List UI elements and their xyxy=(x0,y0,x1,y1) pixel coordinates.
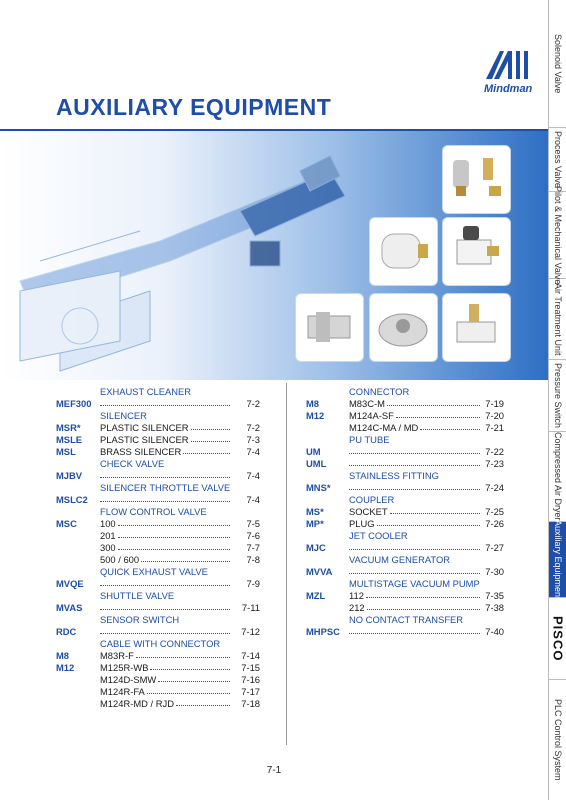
dot-leader xyxy=(191,441,230,442)
category-heading xyxy=(56,482,286,494)
entry-label: M124R-MD / RJD xyxy=(100,698,174,709)
model-code: MSC xyxy=(56,518,77,529)
index-entry xyxy=(56,662,286,674)
page-ref[interactable]: 7-23 xyxy=(485,458,504,469)
entry-label: 300 xyxy=(100,542,116,553)
dot-leader xyxy=(349,453,480,454)
page-ref[interactable]: 7-8 xyxy=(246,554,260,565)
index-entry xyxy=(306,518,546,530)
model-code: MSL xyxy=(56,446,76,457)
index-entry xyxy=(56,578,286,590)
model-code: MP* xyxy=(306,518,324,529)
page-ref[interactable]: 7-14 xyxy=(241,650,260,661)
dot-leader xyxy=(349,573,480,574)
page-ref[interactable]: 7-4 xyxy=(246,494,260,505)
page-ref[interactable]: 7-2 xyxy=(246,422,260,433)
tab-pilot-mechanical-valve[interactable]: Pilot & Mechanical Valve xyxy=(549,192,566,279)
category-heading xyxy=(56,410,286,422)
entry-label: 112 xyxy=(349,590,364,601)
page-ref[interactable]: 7-30 xyxy=(485,566,504,577)
dot-leader xyxy=(390,513,480,514)
tab-solenoid-valve[interactable]: Solenoid Valve xyxy=(549,0,566,128)
index-entry xyxy=(56,398,286,410)
product-thumb-jet-cooler xyxy=(370,294,437,361)
tab-pressure-switch[interactable]: Pressure Switch xyxy=(549,360,566,432)
entry-label: SOCKET xyxy=(349,506,388,517)
model-code: M8 xyxy=(306,398,320,409)
page-ref[interactable]: 7-22 xyxy=(485,446,504,457)
entry-label: 201 xyxy=(100,530,116,541)
dot-leader xyxy=(118,525,230,526)
dot-leader xyxy=(118,537,230,538)
dot-leader xyxy=(387,405,480,406)
page-ref[interactable]: 7-12 xyxy=(241,626,260,637)
page-ref[interactable]: 7-35 xyxy=(485,590,504,601)
dot-leader xyxy=(100,633,230,634)
model-code: M8 xyxy=(56,650,70,661)
category-heading xyxy=(56,506,286,518)
model-code: M12 xyxy=(56,662,75,673)
dot-leader xyxy=(366,597,480,598)
brand-name: Mindman xyxy=(484,83,533,95)
category-label: QUICK EXHAUST VALVE xyxy=(100,566,208,577)
dot-leader xyxy=(158,681,230,682)
model-code: MS* xyxy=(306,506,324,517)
model-code: MJC xyxy=(306,542,326,553)
tab-plc-control-system[interactable]: PLC Control System xyxy=(553,699,563,781)
section-tabs xyxy=(548,0,566,800)
equipment-list-left xyxy=(56,386,286,710)
category-label: CHECK VALVE xyxy=(100,458,165,469)
product-thumb-flow-valve xyxy=(443,218,510,285)
category-heading xyxy=(306,494,546,506)
category-heading xyxy=(306,470,546,482)
mindman-logo xyxy=(478,45,542,95)
index-entry xyxy=(56,470,286,482)
index-entry xyxy=(306,398,546,410)
product-thumb-silencers xyxy=(443,146,510,213)
index-entry xyxy=(306,626,546,638)
index-entry xyxy=(306,446,546,458)
category-label: COUPLER xyxy=(349,494,395,505)
page-ref[interactable]: 7-4 xyxy=(246,446,260,457)
category-label: SHUTTLE VALVE xyxy=(100,590,175,601)
model-code: MVQE xyxy=(56,578,84,589)
page-ref[interactable]: 7-25 xyxy=(485,506,504,517)
page-ref[interactable]: 7-16 xyxy=(241,674,260,685)
page-ref[interactable]: 7-4 xyxy=(246,470,260,481)
column-divider xyxy=(286,383,287,745)
dot-leader xyxy=(349,465,480,466)
page-title: AUXILIARY EQUIPMENT xyxy=(56,94,332,120)
model-code: MSR* xyxy=(56,422,81,433)
dot-leader xyxy=(150,669,230,670)
category-heading xyxy=(306,578,546,590)
index-entry xyxy=(56,494,286,506)
dot-leader xyxy=(141,561,230,562)
dot-leader xyxy=(118,549,230,550)
category-label: EXHAUST CLEANER xyxy=(100,386,191,397)
index-entry xyxy=(56,650,286,662)
index-entry xyxy=(56,554,286,566)
dot-leader xyxy=(183,453,230,454)
index-entry xyxy=(306,410,546,422)
page-ref[interactable]: 7-9 xyxy=(246,578,260,589)
tab-pisco[interactable]: PISCO xyxy=(549,598,566,680)
dot-leader xyxy=(100,609,230,610)
index-entry xyxy=(56,446,286,458)
category-label: MULTISTAGE VACUUM PUMP xyxy=(349,578,480,589)
index-entry xyxy=(56,602,286,614)
model-code: M12 xyxy=(306,410,325,421)
index-entry xyxy=(306,482,546,494)
dot-leader xyxy=(349,633,480,634)
entry-label: M124R-FA xyxy=(100,686,145,697)
model-code: UM xyxy=(306,446,321,457)
entry-label: PLUG xyxy=(349,518,375,529)
page-ref[interactable]: 7-18 xyxy=(241,698,260,709)
index-entry xyxy=(56,518,286,530)
page-ref[interactable]: 7-38 xyxy=(485,602,504,613)
entry-label: M125R-WB xyxy=(100,662,149,673)
index-entry xyxy=(56,698,286,710)
dot-leader xyxy=(100,585,230,586)
dot-leader xyxy=(377,525,480,526)
dot-leader xyxy=(367,609,480,610)
index-entry xyxy=(306,458,546,470)
model-code: MVVA xyxy=(306,566,333,577)
category-label: FLOW CONTROL VALVE xyxy=(100,506,207,517)
dot-leader xyxy=(349,489,480,490)
category-heading xyxy=(56,614,286,626)
dot-leader xyxy=(349,549,480,550)
category-heading xyxy=(306,386,546,398)
category-label: PU TUBE xyxy=(349,434,390,445)
index-entry xyxy=(56,422,286,434)
index-entry xyxy=(56,674,286,686)
dot-leader xyxy=(100,501,230,502)
index-entry xyxy=(56,434,286,446)
entry-label: PLASTIC SILENCER xyxy=(100,422,189,433)
product-thumb-plastic-silencer xyxy=(370,218,437,285)
page-ref[interactable]: 7-20 xyxy=(485,410,504,421)
category-label: VACUUM GENERATOR xyxy=(349,554,451,565)
dot-leader xyxy=(100,405,230,406)
page-ref[interactable]: 7-40 xyxy=(485,626,504,637)
equipment-list-right xyxy=(306,386,546,638)
entry-label: M124C-MA / MD xyxy=(349,422,419,433)
tab-compressed-air-dryer[interactable]: Compressed Air Dryer xyxy=(549,432,566,522)
index-entry xyxy=(306,506,546,518)
product-thumb-throttle-valve xyxy=(443,294,510,361)
entry-label: M83C-M xyxy=(349,398,385,409)
model-code: MSLC2 xyxy=(56,494,88,505)
index-entry xyxy=(306,542,546,554)
page-ref[interactable]: 7-11 xyxy=(241,602,260,613)
model-code: RDC xyxy=(56,626,77,637)
category-heading xyxy=(306,434,546,446)
category-label: CONNECTOR xyxy=(349,386,410,397)
model-code: MSLE xyxy=(56,434,83,445)
page-number: 7-1 xyxy=(266,765,282,776)
tab-process-valve[interactable]: Process Valve xyxy=(549,128,566,192)
entry-label: M124A-SF xyxy=(349,410,394,421)
category-heading xyxy=(56,386,286,398)
model-code: MNS* xyxy=(306,482,331,493)
page-ref[interactable]: 7-26 xyxy=(485,518,504,529)
category-heading xyxy=(306,614,546,626)
index-entry xyxy=(306,590,546,602)
page-ref[interactable]: 7-3 xyxy=(246,434,260,445)
page-ref[interactable]: 7-15 xyxy=(241,662,260,673)
dot-leader xyxy=(147,693,230,694)
model-code: MHPSC xyxy=(306,626,340,637)
category-label: CABLE WITH CONNECTOR xyxy=(100,638,221,649)
page-ref[interactable]: 7-2 xyxy=(246,398,260,409)
index-entry xyxy=(56,542,286,554)
category-label: STAINLESS FITTING xyxy=(349,470,439,481)
category-label: SENSOR SWITCH xyxy=(100,614,180,625)
page-ref[interactable]: 7-21 xyxy=(485,422,504,433)
entry-label: PLASTIC SILENCER xyxy=(100,434,189,445)
index-entry xyxy=(306,566,546,578)
dot-leader xyxy=(396,417,480,418)
model-code: MJBV xyxy=(56,470,83,481)
dot-leader xyxy=(100,477,230,478)
page-ref[interactable]: 7-6 xyxy=(246,530,260,541)
model-code: MEF300 xyxy=(56,398,92,409)
product-thumb-fitting xyxy=(296,294,363,361)
category-label: JET COOLER xyxy=(349,530,408,541)
category-heading xyxy=(306,530,546,542)
entry-label: 500 / 600 xyxy=(100,554,140,565)
entry-label: 212 xyxy=(349,602,365,613)
page-ref[interactable]: 7-27 xyxy=(485,542,504,553)
tab-auxiliary-equipment[interactable]: Auxiliary Equipment xyxy=(549,522,566,598)
entry-label: M83R-F xyxy=(100,650,134,661)
page-ref[interactable]: 7-7 xyxy=(246,542,260,553)
category-heading xyxy=(56,566,286,578)
hero-banner xyxy=(0,131,548,380)
dot-leader xyxy=(420,429,480,430)
dot-leader xyxy=(191,429,230,430)
category-label: SILENCER xyxy=(100,410,147,421)
index-entry xyxy=(306,422,546,434)
page-ref[interactable]: 7-24 xyxy=(485,482,504,493)
category-heading xyxy=(306,554,546,566)
model-code: MZL xyxy=(306,590,326,601)
entry-label: BRASS SILENCER xyxy=(100,446,182,457)
category-label: SILENCER THROTTLE VALVE xyxy=(100,482,231,493)
entry-label: M124D-SMW xyxy=(100,674,157,685)
index-entry xyxy=(56,686,286,698)
tab-air-treatment-unit[interactable]: Air Treatment Unit xyxy=(549,279,566,360)
page-ref[interactable]: 7-17 xyxy=(241,686,260,697)
category-heading xyxy=(56,458,286,470)
category-heading xyxy=(56,590,286,602)
page-ref[interactable]: 7-5 xyxy=(246,518,260,529)
category-heading xyxy=(56,638,286,650)
category-label: NO CONTACT TRANSFER xyxy=(349,614,464,625)
page-ref[interactable]: 7-19 xyxy=(485,398,504,409)
dot-leader xyxy=(176,705,230,706)
entry-label: 100 xyxy=(100,518,116,529)
dot-leader xyxy=(136,657,230,658)
model-code: UML xyxy=(306,458,327,469)
index-entry xyxy=(306,602,546,614)
model-code: MVAS xyxy=(56,602,83,613)
index-entry xyxy=(56,626,286,638)
index-entry xyxy=(56,530,286,542)
